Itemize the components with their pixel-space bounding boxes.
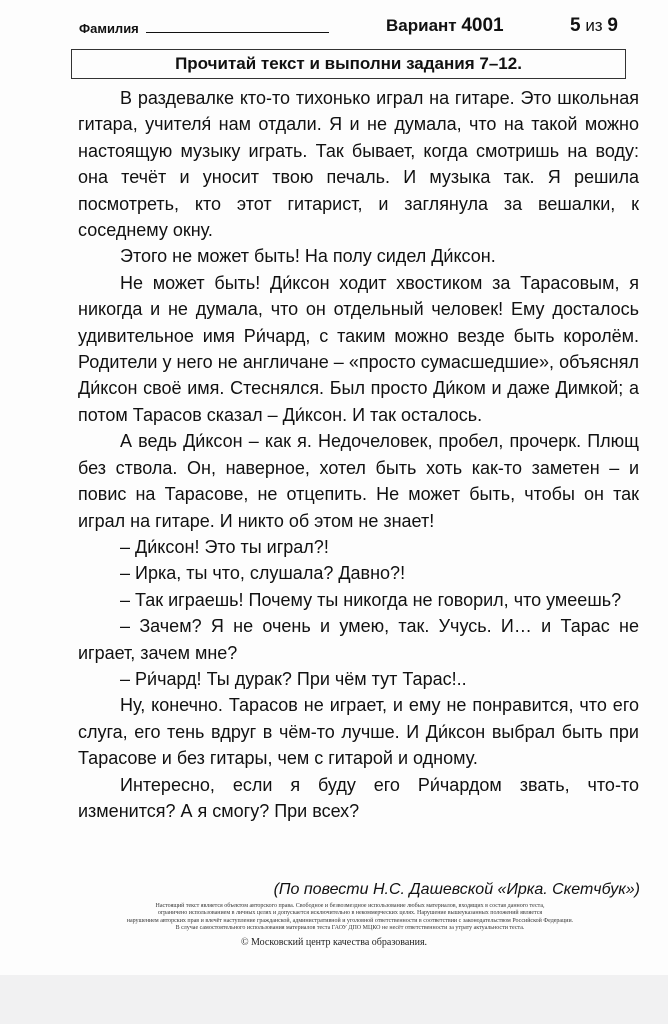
- paragraph: Ну, конечно. Тарасов не играет, и ему не понравится, что его слуга, его тень вдруг в чём-то лучше. И Ди́ксон выбрал быть при Тарасове и без гитары, чем с гитарой и одному.: [78, 695, 639, 769]
- paragraph: – Ди́ксон! Это ты играл?!: [120, 536, 329, 557]
- legal-line: ограничено использованием в личных целях и допускается исключительно в некоммерческих целях. Нарушение вышеуказанных положений является: [157, 910, 543, 917]
- legal-notice: [60, 903, 640, 932]
- reading-text: [78, 85, 639, 824]
- page-bottom-background: [0, 975, 668, 1024]
- page-current: 5: [570, 15, 581, 36]
- surname-label: Фамилия: [79, 21, 139, 36]
- copyright-notice: © Московский центр качества образования.: [240, 937, 428, 948]
- paragraph: Не может быть! Ди́ксон ходит хвостиком за Тарасовым, я никогда и не думала, что он отдельный человек! Ему досталось удивительное имя Ри́чард, с таким можно везде быть королём. Родители у него не англичане – «просто сумасшедшие», объяснял Ди́ксон своё имя. Стеснялся. Был просто Ди́ком и даже Димкой; а потом Тарасов сказал – Ди́ксон. И так осталось.: [78, 272, 639, 425]
- paragraph: В раздевалке кто-то тихонько играл на гитаре. Это школьная гитара, учителя́ нам отдали. Я и не думала, что на такой можно настоящую музыку играть. Так бывает, когда смотришь на воду: она течёт и уносит твою печаль. И музыка так. Я решила посмотреть, кто этот гитарист, и заглянула за вешалки, к соседнему окну.: [78, 88, 639, 241]
- paragraph: – Ри́чард! Ты дурак? При чём тут Тарас!..: [120, 668, 467, 689]
- legal-line: Настоящий текст является объектом авторского права. Свободное и безвозмездное использование любых материалов, входящих в состав данного теста,: [155, 903, 545, 909]
- page-of: из: [585, 16, 603, 35]
- surname-input-line[interactable]: [146, 32, 329, 33]
- variant-word: Вариант: [386, 16, 457, 35]
- variant-label: [386, 15, 504, 37]
- paragraph: – Ирка, ты что, слушала? Давно?!: [120, 563, 406, 584]
- task-title: Прочитай текст и выполни задания 7–12.: [71, 49, 626, 79]
- variant-number: 4001: [461, 15, 504, 36]
- page-total: 9: [607, 15, 618, 36]
- paragraph: Интересно, если я буду его Ри́чардом звать, что-то изменится? А я смогу? При всех?: [78, 774, 639, 821]
- legal-line: нарушением авторских прав и влечёт наступление гражданской, административной и уголовной ответственности в соответствии с законодательством Российской Федерации.: [126, 917, 574, 924]
- source-citation: (По повести Н.С. Дашевской «Ирка. Скетчбук»): [273, 881, 640, 898]
- page-counter: [570, 15, 618, 37]
- paragraph: – Зачем? Я не очень и умею, так. Учусь. И… и Тарас не играет, зачем мне?: [78, 616, 639, 663]
- paragraph: – Так играешь! Почему ты никогда не говорил, что умеешь?: [120, 589, 622, 610]
- paragraph: Этого не может быть! На полу сидел Ди́ксон.: [120, 246, 496, 267]
- page-header: [0, 15, 668, 39]
- legal-line: В случае самостоятельного использования материалов теста ГАОУ ДПО МЦКО не несёт ответственности за утрату актуальности теста.: [175, 924, 525, 931]
- paragraph: А ведь Ди́ксон – как я. Недочеловек, пробел, прочерк. Плющ без ствола. Он, наверное, хотел быть хоть как-то заметен – и повис на Тарасове, не отцепить. Не может быть, чтобы он так играл на гитаре. И никто об этом не знает!: [78, 431, 639, 531]
